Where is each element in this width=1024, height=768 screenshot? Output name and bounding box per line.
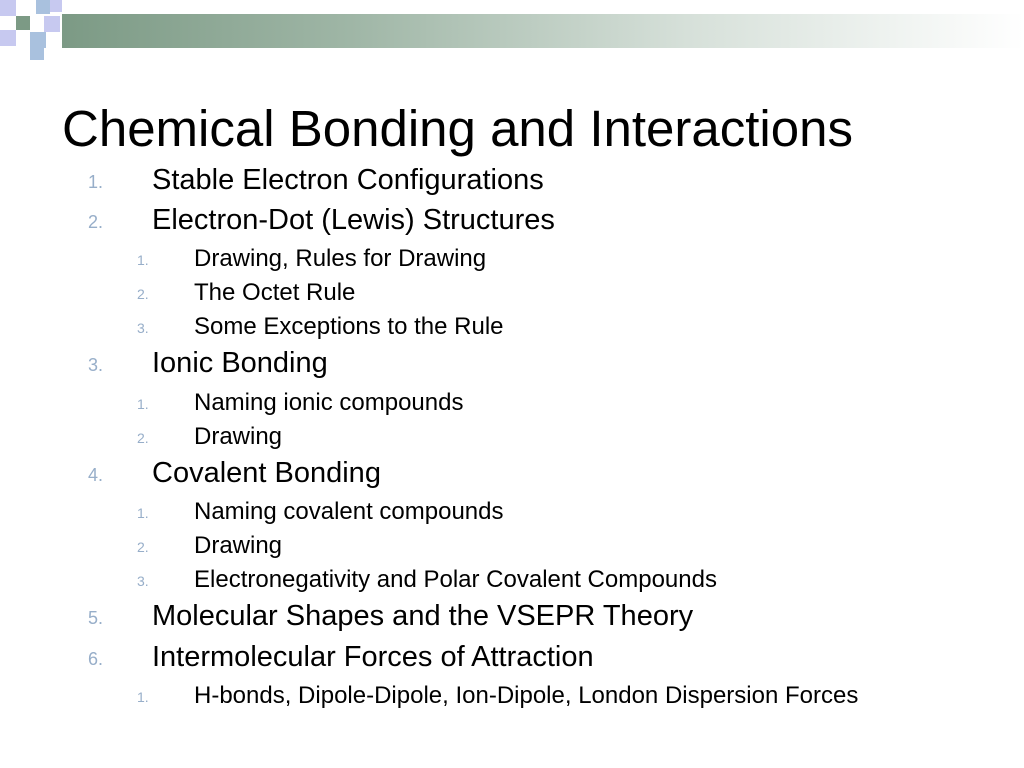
outline-subitem-text: The Octet Rule (194, 279, 356, 306)
outline-subitem-number: 1. (137, 252, 149, 268)
slide-title: Chemical Bonding and Interactions (62, 100, 853, 157)
outline-subitem-text: Some Exceptions to the Rule (194, 313, 504, 340)
outline-item-number: 3. (88, 355, 104, 375)
outline-subitem-text: Drawing (194, 423, 283, 450)
outline-item-text: Intermolecular Forces of Attraction (152, 641, 594, 673)
outline-item-text: Ionic Bonding (152, 347, 328, 379)
outline-subitem-number: 2. (137, 286, 149, 302)
outline-item-number: 4. (88, 465, 104, 485)
outline-subitem-text: Electronegativity and Polar Covalent Compounds (194, 566, 717, 593)
outline-subitem-number: 2. (137, 539, 149, 555)
outline-item-text: Stable Electron Configurations (152, 164, 544, 196)
outline-subitem-text: H-bonds, Dipole-Dipole, Ion-Dipole, London Dispersion Forces (194, 682, 859, 709)
outline-subitem-number: 1. (137, 396, 149, 412)
outline-subitem-text: Drawing, Rules for Drawing (194, 245, 487, 272)
outline-subitem-number: 2. (137, 430, 149, 446)
outline-subitem-number: 3. (137, 320, 149, 336)
outline-subitem-text: Drawing (194, 532, 283, 559)
outline-subitem-text: Naming covalent compounds (194, 498, 504, 525)
outline-subitem-number: 3. (137, 573, 149, 589)
outline-item-number: 6. (88, 649, 104, 669)
outline-item-text: Electron-Dot (Lewis) Structures (152, 204, 555, 236)
outline-subitem-number: 1. (137, 505, 149, 521)
outline-item-number: 5. (88, 608, 104, 628)
outline-subitem-text: Naming ionic compounds (194, 389, 464, 416)
outline-item-number: 1. (88, 172, 104, 192)
outline-subitem-number: 1. (137, 689, 149, 705)
outline-item-text: Covalent Bonding (152, 457, 381, 489)
outline-item-number: 2. (88, 212, 104, 232)
outline-item-text: Molecular Shapes and the VSEPR Theory (152, 600, 694, 632)
